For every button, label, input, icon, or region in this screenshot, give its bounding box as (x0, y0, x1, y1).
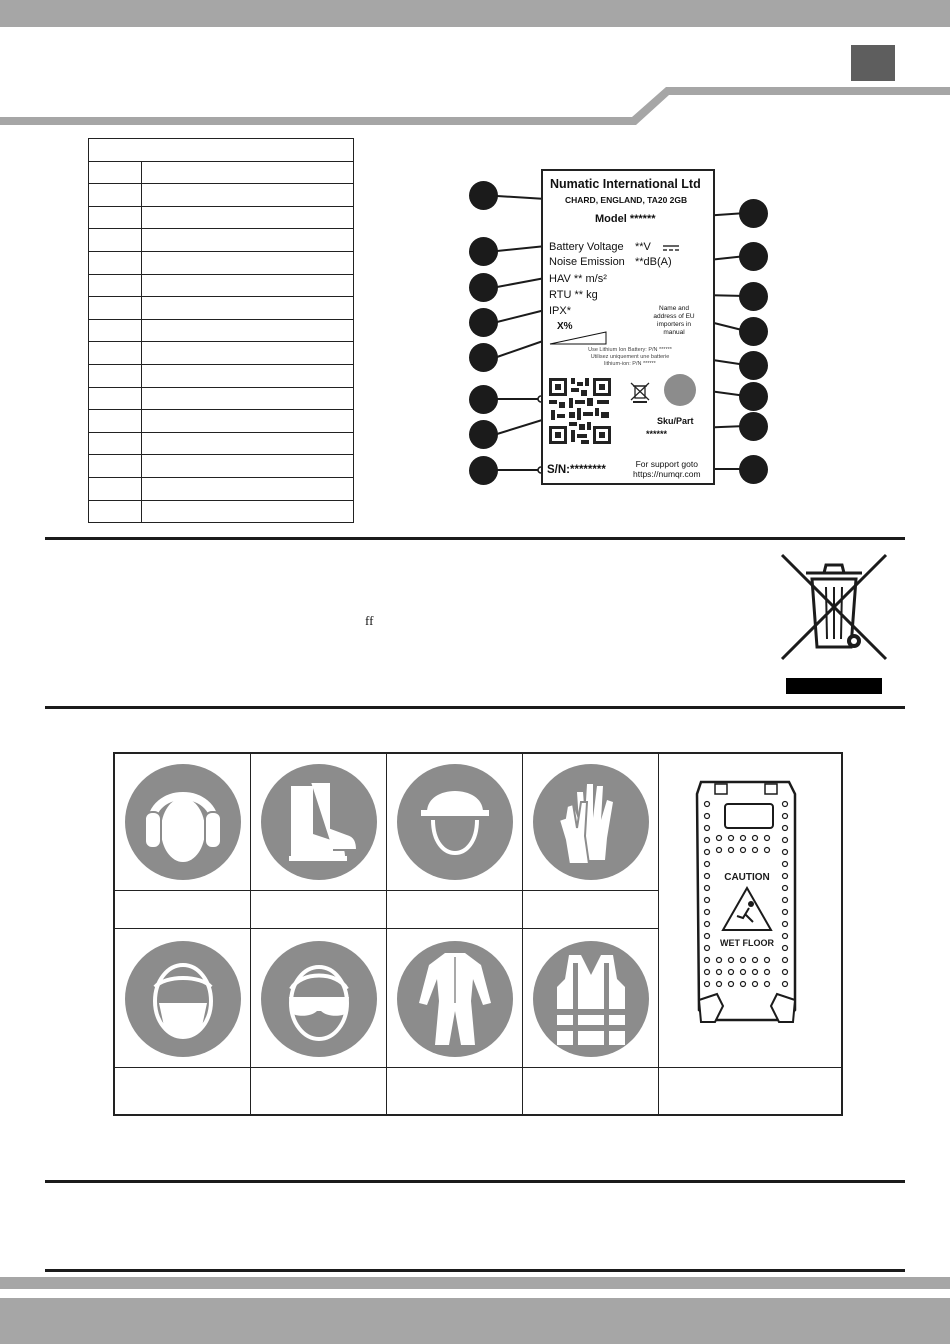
ppe-label-cell (115, 891, 251, 929)
ppe-label-cell (387, 1068, 523, 1114)
callout-marker (739, 282, 768, 311)
ppe-cell (115, 929, 251, 1068)
callout-marker (469, 385, 498, 414)
model-text: Model ****** (595, 213, 656, 225)
callout-marker (469, 181, 498, 210)
section-divider (45, 537, 905, 540)
hav-text: HAV ** m/s² (549, 273, 607, 285)
ppe-cell (251, 929, 387, 1068)
weee-bar (786, 678, 882, 694)
section-divider (45, 1269, 905, 1272)
dust-mask-icon (125, 941, 241, 1057)
callout-marker (469, 237, 498, 266)
callout-marker (469, 343, 498, 372)
noise-emission-label: Noise Emission (549, 256, 625, 268)
sign-wet-floor-text: WET FLOOR (720, 938, 774, 948)
footer-bar-thin (0, 1277, 950, 1289)
qr-code-icon (547, 376, 613, 446)
section-divider (45, 706, 905, 709)
ppe-cell (387, 754, 523, 891)
ipx-text: IPX* (549, 305, 572, 317)
company-name: Numatic International Ltd (550, 177, 701, 191)
rtu-text: RTU ** kg (549, 289, 598, 301)
overalls-icon (397, 941, 513, 1057)
ppe-cell (251, 754, 387, 891)
ear-protection-icon (125, 764, 241, 880)
callout-marker (469, 273, 498, 302)
wet-floor-sign-icon (659, 754, 841, 1068)
safety-boots-icon (261, 764, 377, 880)
callout-marker (739, 455, 768, 484)
battery-note-text: Use Lithium Ion Battery: P/N ****** Utilisez uniquement une batterie lithium-ion: P/N ****** (588, 347, 672, 367)
callout-marker (739, 351, 768, 380)
callout-marker (739, 199, 768, 228)
crossed-bin-icon (629, 381, 651, 403)
callout-marker (739, 317, 768, 346)
slope-text: X% (557, 321, 573, 332)
eu-importer-text: Name and address of EU importers in manual (653, 305, 695, 336)
section-divider (45, 1180, 905, 1183)
dc-symbol-icon (663, 244, 679, 252)
battery-voltage-label: Battery Voltage (549, 241, 624, 253)
weee-bin-icon (778, 551, 890, 663)
gloves-icon (533, 764, 649, 880)
battery-voltage-value: **V (635, 241, 651, 253)
callout-marker (469, 420, 498, 449)
callout-marker (469, 456, 498, 485)
ppe-table (113, 752, 843, 1116)
rating-label (541, 169, 715, 485)
weee-text-fragment: ff (365, 613, 374, 628)
hard-hat-icon (397, 764, 513, 880)
sign-cell (659, 754, 841, 1068)
sku-value: ****** (646, 429, 668, 439)
serial-number: S/N:******** (547, 464, 606, 476)
callout-marker (739, 382, 768, 411)
sign-caution-text: CAUTION (724, 872, 770, 883)
ppe-cell (115, 754, 251, 891)
support-text: For support goto https://numqr.com (633, 459, 701, 479)
callout-marker (739, 242, 768, 271)
ppe-cell (523, 754, 659, 891)
slope-icon (549, 331, 607, 345)
ppe-label-cell (251, 891, 387, 929)
safety-glasses-icon (261, 941, 377, 1057)
ppe-label-cell (659, 1068, 841, 1114)
callout-marker (739, 412, 768, 441)
hi-vis-vest-icon (533, 941, 649, 1057)
ppe-label-cell (251, 1068, 387, 1114)
callout-marker (469, 308, 498, 337)
ppe-label-cell (387, 891, 523, 929)
company-address: CHARD, ENGLAND, TA20 2GB (565, 195, 688, 205)
sku-label: Sku/Part (657, 416, 694, 426)
ppe-cell (387, 929, 523, 1068)
footer-bar (0, 1298, 950, 1344)
noise-emission-value: **dB(A) (635, 256, 672, 268)
ppe-label-cell (523, 1068, 659, 1114)
ukca-mark-icon (664, 374, 696, 406)
ppe-cell (523, 929, 659, 1068)
ppe-label-cell (523, 891, 659, 929)
ppe-label-cell (115, 1068, 251, 1114)
